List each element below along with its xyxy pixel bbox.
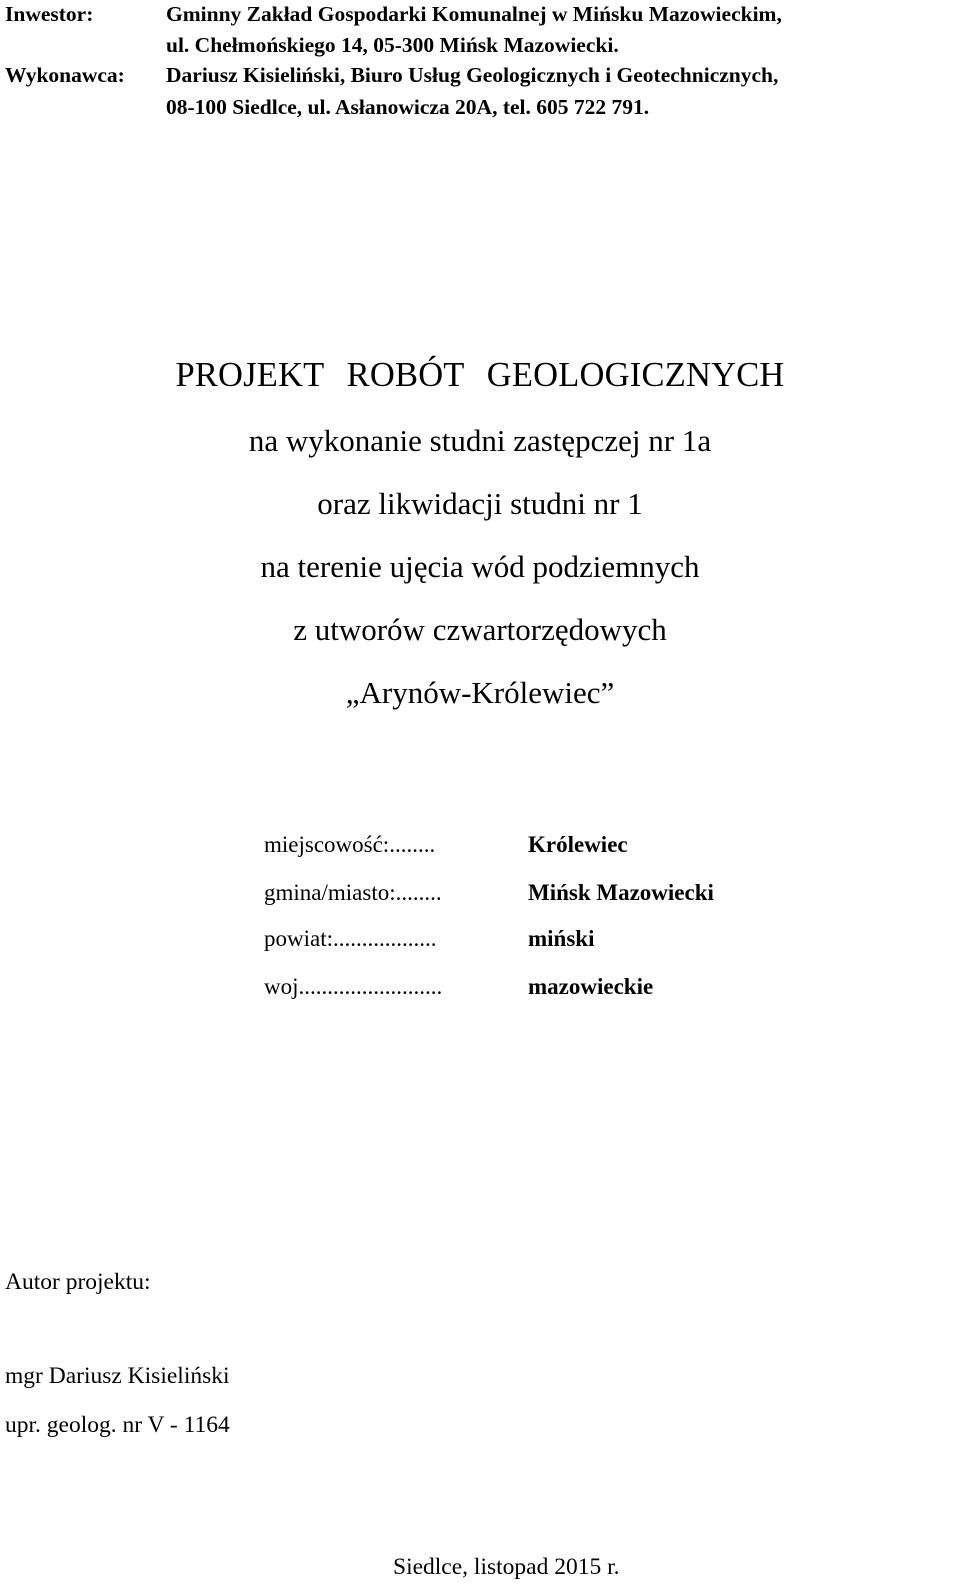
contractor-label: Wykonawca:	[5, 63, 125, 87]
subtitle-line: z utworów czwartorzędowych	[293, 612, 667, 647]
contractor-name: Dariusz Kisieliński, Biuro Usług Geologicznych i Geotechnicznych,	[166, 63, 779, 87]
location-value: Mińsk Mazowiecki	[528, 880, 714, 905]
contractor-address: 08-100 Siedlce, ul. Asłanowicza 20A, tel. 605 722 791.	[166, 95, 650, 119]
author-label: Autor projektu:	[5, 1269, 151, 1295]
project-name: „Arynów-Królewiec”	[345, 675, 615, 710]
author-license: upr. geolog. nr V - 1164	[5, 1412, 230, 1438]
author-name: mgr Dariusz Kisieliński	[5, 1363, 230, 1389]
subtitle-line: oraz likwidacji studni nr 1	[317, 486, 643, 521]
location-label: miejscowość:........	[264, 832, 436, 857]
place-date: Siedlce, listopad 2015 r.	[393, 1554, 620, 1580]
subtitle-line: na wykonanie studni zastępczej nr 1a	[248, 423, 712, 458]
location-label: powiat:..................	[264, 926, 437, 951]
investor-name: Gminny Zakład Gospodarki Komunalnej w Mińsku Mazowieckim,	[166, 2, 782, 26]
location-label: woj.........................	[264, 974, 443, 999]
location-label: gmina/miasto:........	[264, 880, 442, 905]
investor-label: Inwestor:	[5, 2, 94, 26]
subtitle-line: na terenie ujęcia wód podziemnych	[260, 549, 700, 584]
location-value: miński	[528, 926, 595, 951]
document-title: PROJEKT ROBÓT GEOLOGICZNYCH	[175, 356, 785, 394]
location-value: mazowieckie	[528, 974, 654, 999]
location-value: Królewiec	[528, 832, 628, 857]
investor-address: ul. Chełmońskiego 14, 05-300 Mińsk Mazowiecki.	[166, 33, 619, 57]
